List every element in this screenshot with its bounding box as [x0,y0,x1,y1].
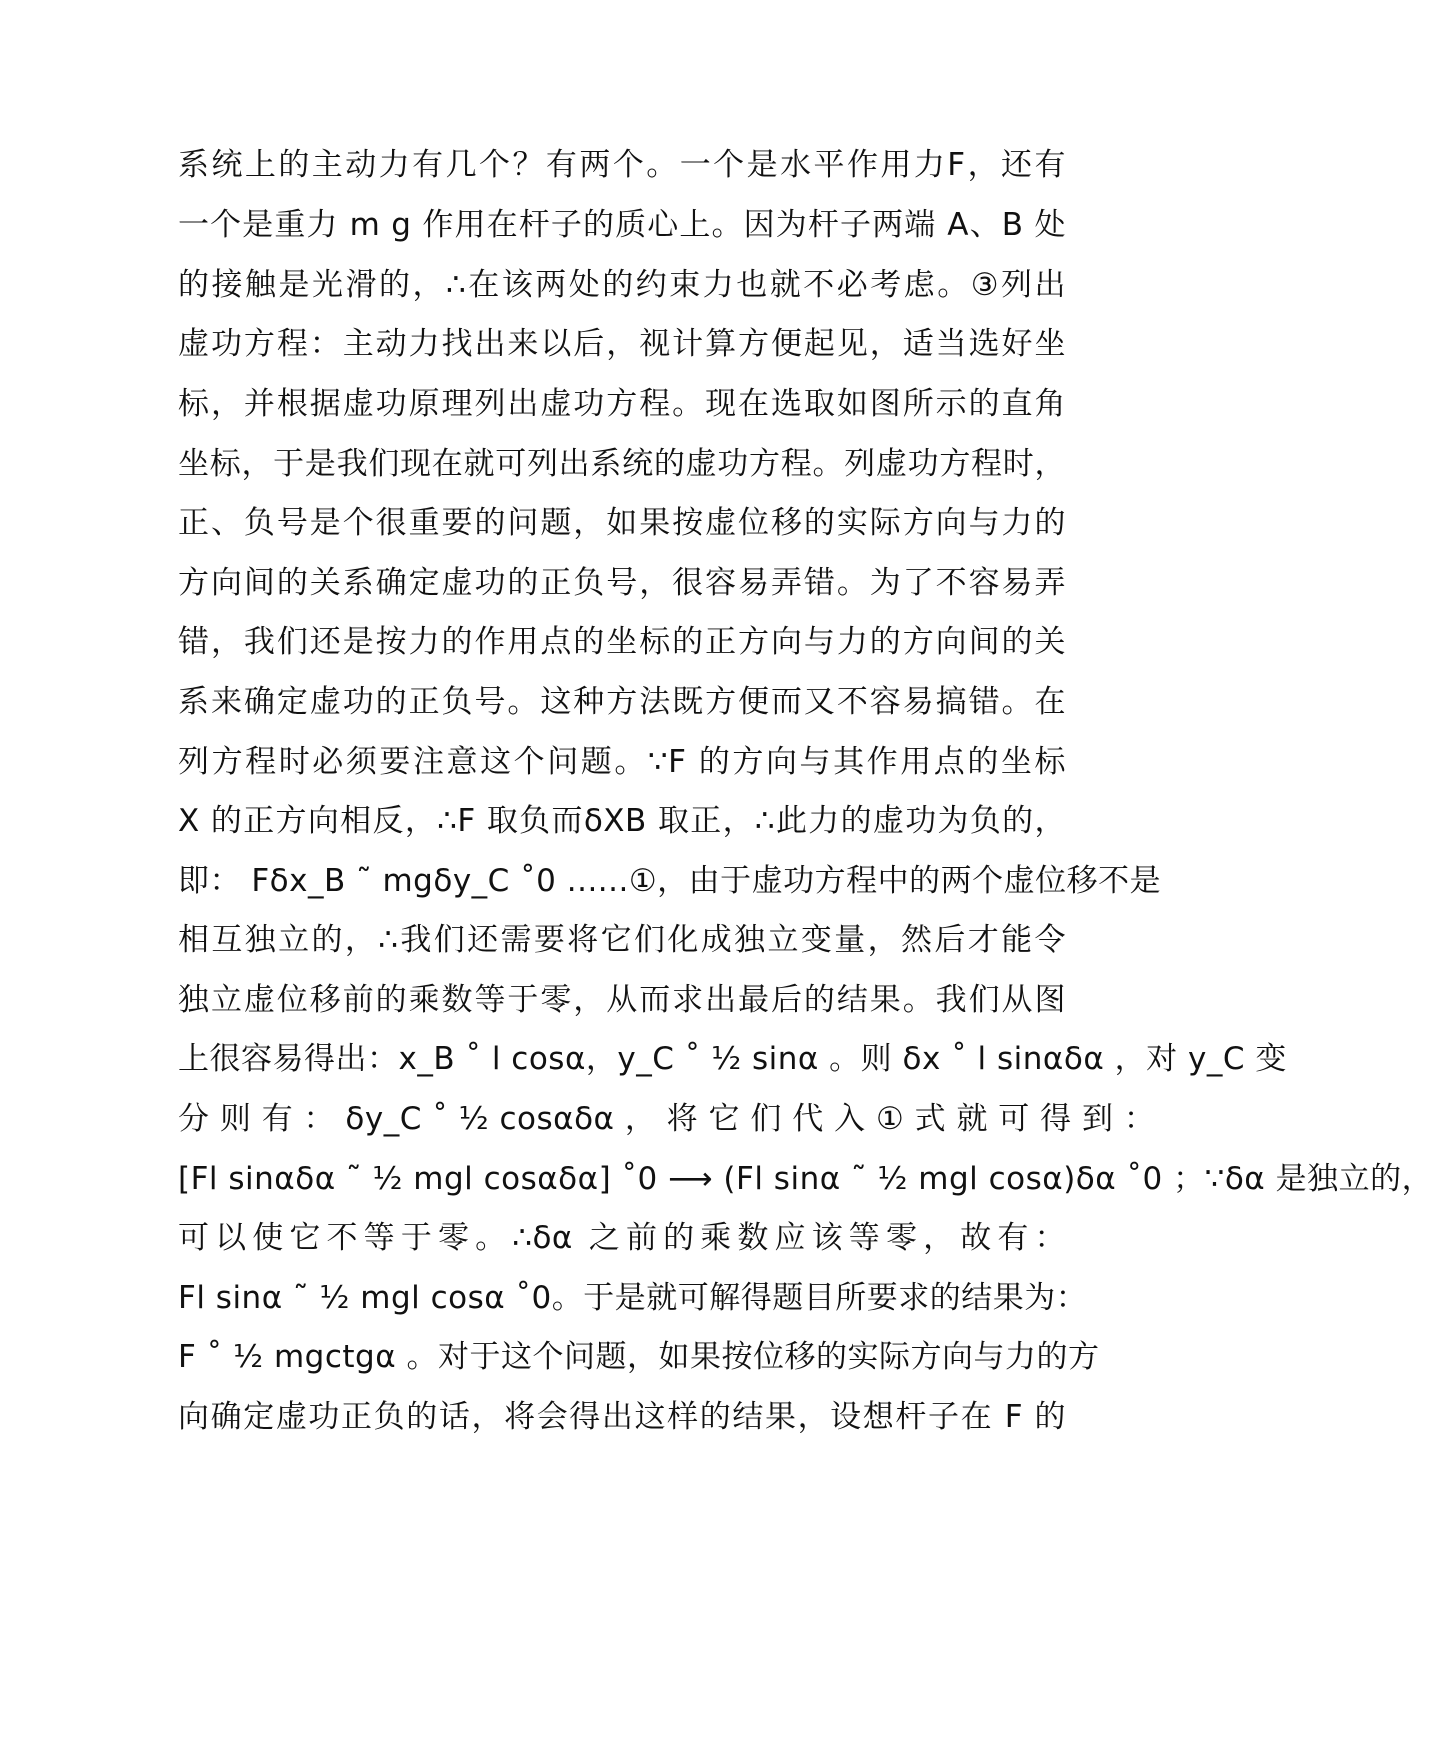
text-line-14: 相互独立的，∴我们还需要将它们化成独立变量，然后才能令 [178,922,1066,958]
text-line-17: 分 则 有 ： δy_C ˚ ½ cosαδα ， 将 它 们 代 入 ① 式 就 可 得 到 ： [178,1101,1156,1137]
text-line-1: 系统上的主动力有几个？有两个。一个是水平作用力F，还有 [178,147,1066,183]
text-line-11: 列方程时必须要注意这个问题。∵F 的方向与其作用点的坐标 [178,744,1066,780]
text-line-10: 系来确定虚功的正负号。这种方法既方便而又不容易搞错。在 [178,684,1066,720]
text-line-2: 一个是重力 m g 作用在杆子的质心上。因为杆子两端 A、B 处 [178,207,1066,243]
text-line-15: 独立虚位移前的乘数等于零，从而求出最后的结果。我们从图 [178,982,1066,1018]
text-line-3: 的接触是光滑的，∴在该两处的约束力也就不必考虑。③列出 [178,267,1066,303]
text-line-6: 坐标，于是我们现在就可列出系统的虚功方程。列虚功方程时， [178,446,1066,482]
text-line-5: 标，并根据虚功原理列出虚功方程。现在选取如图所示的直角 [178,386,1066,422]
text-line-16: 上很容易得出：x_B ˚ l cosα，y_C ˚ ½ sinα 。则 δx ˚ l sinαδα ，对 y_C 变 [178,1041,1287,1077]
text-line-22: 向确定虚功正负的话，将会得出这样的结果，设想杆子在 F 的 [178,1399,1066,1435]
text-line-8: 方向间的关系确定虚功的正负号，很容易弄错。为了不容易弄 [178,565,1066,601]
text-line-4: 虚功方程：主动力找出来以后，视计算方便起见，适当选好坐 [178,326,1066,362]
text-line-13: 即： Fδx_B ˜ mgδy_C ˚0 ......①，由于虚功方程中的两个虚位移不是 [178,863,1162,899]
text-line-19: 可以使它不等于零。∴δα 之前的乘数应该等零，故有： [178,1220,1066,1256]
text-line-7: 正、负号是个很重要的问题，如果按虚位移的实际方向与力的 [178,505,1066,541]
text-line-12: X 的正方向相反，∴F 取负而δXB 取正，∴此力的虚功为负的， [178,803,1066,839]
text-line-21: F ˚ ½ mgctgα 。对于这个问题，如果按位移的实际方向与力的方 [178,1339,1100,1375]
text-line-9: 错，我们还是按力的作用点的坐标的正方向与力的方向间的关 [178,624,1066,660]
text-line-20: Fl sinα ˜ ½ mgl cosα ˚0。于是就可解得题目所要求的结果为： [178,1280,1088,1316]
text-line-18: [Fl sinαδα ˜ ½ mgl cosαδα] ˚0 ⟶ (Fl sinα ˜ ½ mgl cosα)δα ˚0 ；∵δα 是独立的， [178,1161,1433,1197]
